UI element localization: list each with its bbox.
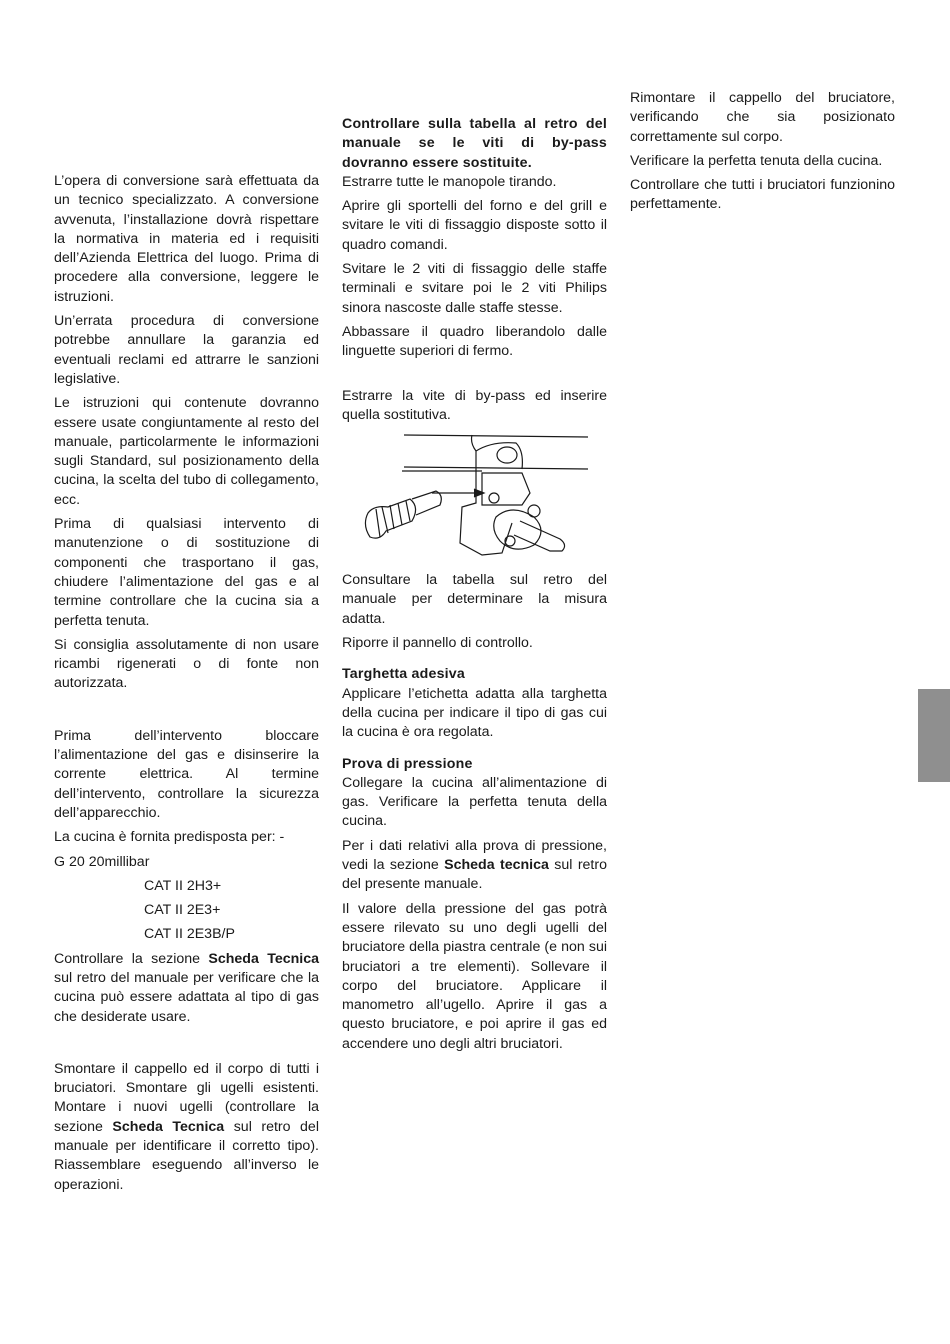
pressure-heading: Prova di pressione	[342, 755, 473, 772]
gas-type: G 20 20millibar	[54, 853, 150, 870]
category-3: CAT II 2E3B/P	[144, 926, 235, 943]
category-1: CAT II 2H3+	[144, 877, 222, 894]
pressure-data-paragraph: Per i dati relativi alla prova di pressione, vedi la sezione Scheda tecnica sul retro del presente manuale.	[342, 837, 607, 893]
label-paragraph: Applicare l’etichetta adatta alla targhetta della cucina per indicare il tipo di gas cui la cucina è ora regolata.	[342, 685, 607, 741]
consult-table-paragraph: Consultare la tabella sul retro del manuale per determinare la misura adatta.	[342, 572, 607, 627]
screws-paragraph: Svitare le 2 viti di fissaggio delle staffe terminali e svitare poi le 2 viti Philips sinora nascoste dalle staffe stesse.	[342, 261, 607, 316]
spare-parts-paragraph: Si consiglia assolutamente di non usare ricambi rigenerati o di fonte non autorizzata.	[54, 636, 319, 692]
column-left	[54, 172, 319, 1200]
verify-paragraph: Verificare la perfetta tenuta della cucina.	[630, 152, 883, 169]
intro-paragraph: L’opera di conversione sarà effettuata da un tecnico specializzato. A conversione avvenuta, l’installazione dovrà rispettare la normativa in materia ed i requisiti dell’Azienda Elettrica del luogo. Prima di procedere alla conversione, leggere le istruzioni.	[54, 173, 319, 305]
gas-valve-illustration	[362, 433, 590, 561]
knobs-paragraph: Estrarre tutte le manopole tirando.	[342, 173, 557, 190]
column-middle	[342, 115, 607, 1059]
refit-paragraph: Rimontare il cappello del bruciatore, verificando che sia posizionato correttamente sul corpo.	[630, 90, 895, 145]
maintenance-paragraph: Prima di qualsiasi intervento di manutenzione o di sostituzione di componenti che trasportano il gas, chiudere l’alimentazione del gas e al termine controllare che la cucina sia a perfetta tenuta.	[54, 516, 319, 629]
check-section-paragraph: Controllare la sezione Scheda Tecnica sul retro del manuale per verificare che la cucina può essere adattata al tipo di gas che desiderate usare.	[54, 950, 319, 1025]
category-2: CAT II 2E3+	[144, 902, 221, 919]
connect-paragraph: Collegare la cucina all’alimentazione di gas. Verificare la perfetta tenuta della cucina.	[342, 774, 607, 830]
replace-panel-paragraph: Riporre il pannello di controllo.	[342, 635, 533, 652]
side-tab	[918, 689, 950, 782]
supply-paragraph: La cucina è fornita predisposta per: -	[54, 829, 285, 846]
bypass-heading: Controllare sulla tabella al retro del manuale se le viti di by-pass dovranno essere sostituite.	[342, 116, 607, 171]
label-heading: Targhetta adesiva	[342, 666, 465, 683]
warning-paragraph: Un’errata procedura di conversione potrebbe annullare la garanzia ed eventuali reclami ed attrarre le sanzioni legislative.	[54, 313, 319, 387]
column-right	[630, 89, 895, 220]
lower-panel-paragraph: Abbassare il quadro liberandolo dalle linguette superiori di fermo.	[342, 323, 607, 360]
bypass-screw-paragraph: Estrarre la vite di by-pass ed inserire quella sostitutiva.	[342, 387, 607, 423]
instructions-paragraph: Le istruzioni qui contenute dovranno essere usate congiuntamente al resto del manuale, particolarmente le informazioni sugli Standard, sul posizionamento della cucina, la scelta del tubo di collegamento, ecc.	[54, 395, 319, 508]
doors-paragraph: Aprire gli sportelli del forno e del grill e svitare le viti di fissaggio disposte sotto il quadro comandi.	[342, 198, 607, 253]
safety-paragraph: Prima dell’intervento bloccare l’alimentazione del gas e disinserire la corrente elettrica. Al termine dell’intervento, controllare la sicurezza dell’apparecchio.	[54, 727, 319, 821]
check-burners-paragraph: Controllare che tutti i bruciatori funzionino perfettamente.	[630, 177, 895, 213]
disassemble-paragraph: Smontare il cappello ed il corpo di tutti i bruciatori. Smontare gli ugelli esistenti. Montare i nuovi ugelli (controllare la sezione Scheda Tecnica sul retro del manuale per identificare il corretto tipo). Riassemblare eseguendo all’inverso le operazioni.	[54, 1060, 319, 1193]
pressure-value-paragraph: Il valore della pressione del gas potrà essere rilevato su uno degli ugelli del bruciatore della piastra centrale (e non sui bruciatori a tre elementi). Sollevare il corpo del bruciatore. Applicare il manometro all’ugello. Aprire il gas a questo bruciatore, e poi aprire il gas ed accendere uno degli altri bruciatori.	[342, 900, 607, 1052]
